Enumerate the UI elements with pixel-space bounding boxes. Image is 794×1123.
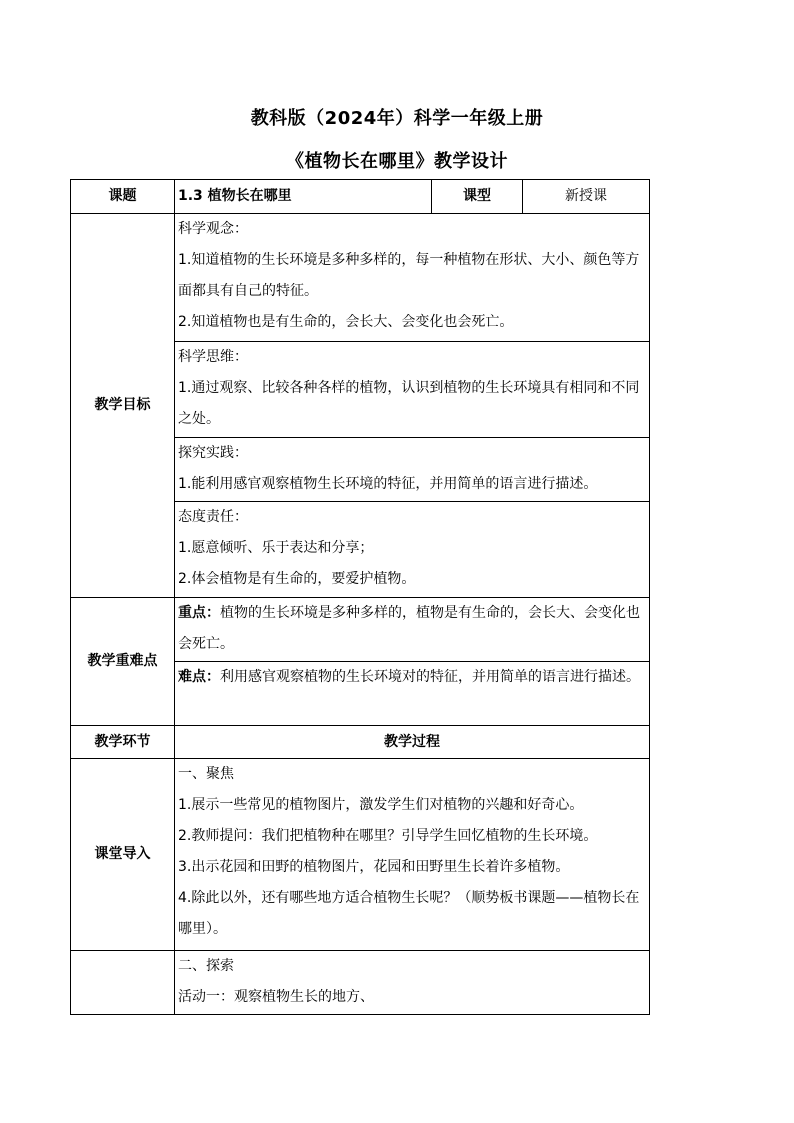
intro-label: 课堂导入 [71,759,175,951]
goal-concept-item-2: 2.知道植物也是有生命的，会长大、会变化也会死亡。 [178,314,514,330]
goal-practice-heading: 探究实践： [178,445,248,461]
explore-label [71,951,175,1015]
explore-heading: 二、探索 [178,958,234,974]
goal-attitude-heading: 态度责任： [178,509,248,525]
topic-value: 1.3 植物长在哪里 [175,180,432,214]
hard-point [178,662,646,693]
intro-heading: 一、聚焦 [178,766,234,782]
table-row-key-point [71,598,650,662]
key-point-label: 重点： [178,605,220,621]
goal-attitude-item-2: 2.体会植物是有生命的，要爱护植物。 [178,571,416,587]
explore-activity: 活动一：观察植物生长的地方、 [178,989,374,1005]
explore-cell [175,951,650,1015]
goal-concept-heading: 科学观念： [178,221,248,237]
topic-label: 课题 [71,180,175,214]
stage-header: 教学环节 [71,726,175,759]
hard-point-label: 难点： [178,669,220,685]
goal-thinking-cell [175,342,650,438]
intro-step-1: 1.展示一些常见的植物图片，激发学生们对植物的兴趣和好奇心。 [178,797,584,813]
goal-concept-cell [175,214,650,342]
process-header: 教学过程 [175,726,650,759]
goals-label: 教学目标 [71,214,175,598]
goal-attitude-cell [175,502,650,598]
table-row-topic [71,180,650,214]
hard-point-text: 利用感官观察植物的生长环境对的特征，并用简单的语言进行描述。 [220,669,640,685]
table-row-process-header [71,726,650,759]
goal-practice-cell [175,438,650,502]
document-subtitle: 《植物长在哪里》教学设计 [286,151,508,172]
key-point [178,598,646,660]
hard-point-cell [175,662,650,726]
intro-step-2: 2.教师提问：我们把植物种在哪里？引导学生回忆植物的生长环境。 [178,828,598,844]
keypoints-label: 教学重难点 [71,598,175,726]
intro-step-4: 4.除此以外，还有哪些地方适合植物生长呢？（顺势板书课题——植物长在哪里）。 [178,890,640,937]
goal-practice-item-1: 1.能利用感官观察植物生长环境的特征，并用简单的语言进行描述。 [178,476,598,492]
lesson-plan-table [70,179,650,1015]
table-row-explore [71,951,650,1015]
table-row-intro [71,759,650,951]
goal-concept-item-1: 1.知道植物的生长环境是多种多样的，每一种植物在形状、大小、颜色等方面都具有自己的特征。 [178,252,640,299]
intro-cell [175,759,650,951]
goal-thinking-heading: 科学思维： [178,349,248,365]
type-label: 课型 [432,180,523,214]
intro-step-3: 3.出示花园和田野的植物图片，花园和田野里生长着许多植物。 [178,859,570,875]
key-point-text: 植物的生长环境是多种多样的，植物是有生命的，会长大、会变化也会死亡。 [178,605,640,652]
goal-thinking-item-1: 1.通过观察、比较各种各样的植物，认识到植物的生长环境具有相同和不同之处。 [178,380,640,427]
document-title: 教科版（2024年）科学一年级上册 [250,108,544,129]
type-value: 新授课 [523,180,650,214]
goal-attitude-item-1: 1.愿意倾听、乐于表达和分享； [178,540,374,556]
key-point-cell [175,598,650,662]
table-row-goal-concept [71,214,650,342]
